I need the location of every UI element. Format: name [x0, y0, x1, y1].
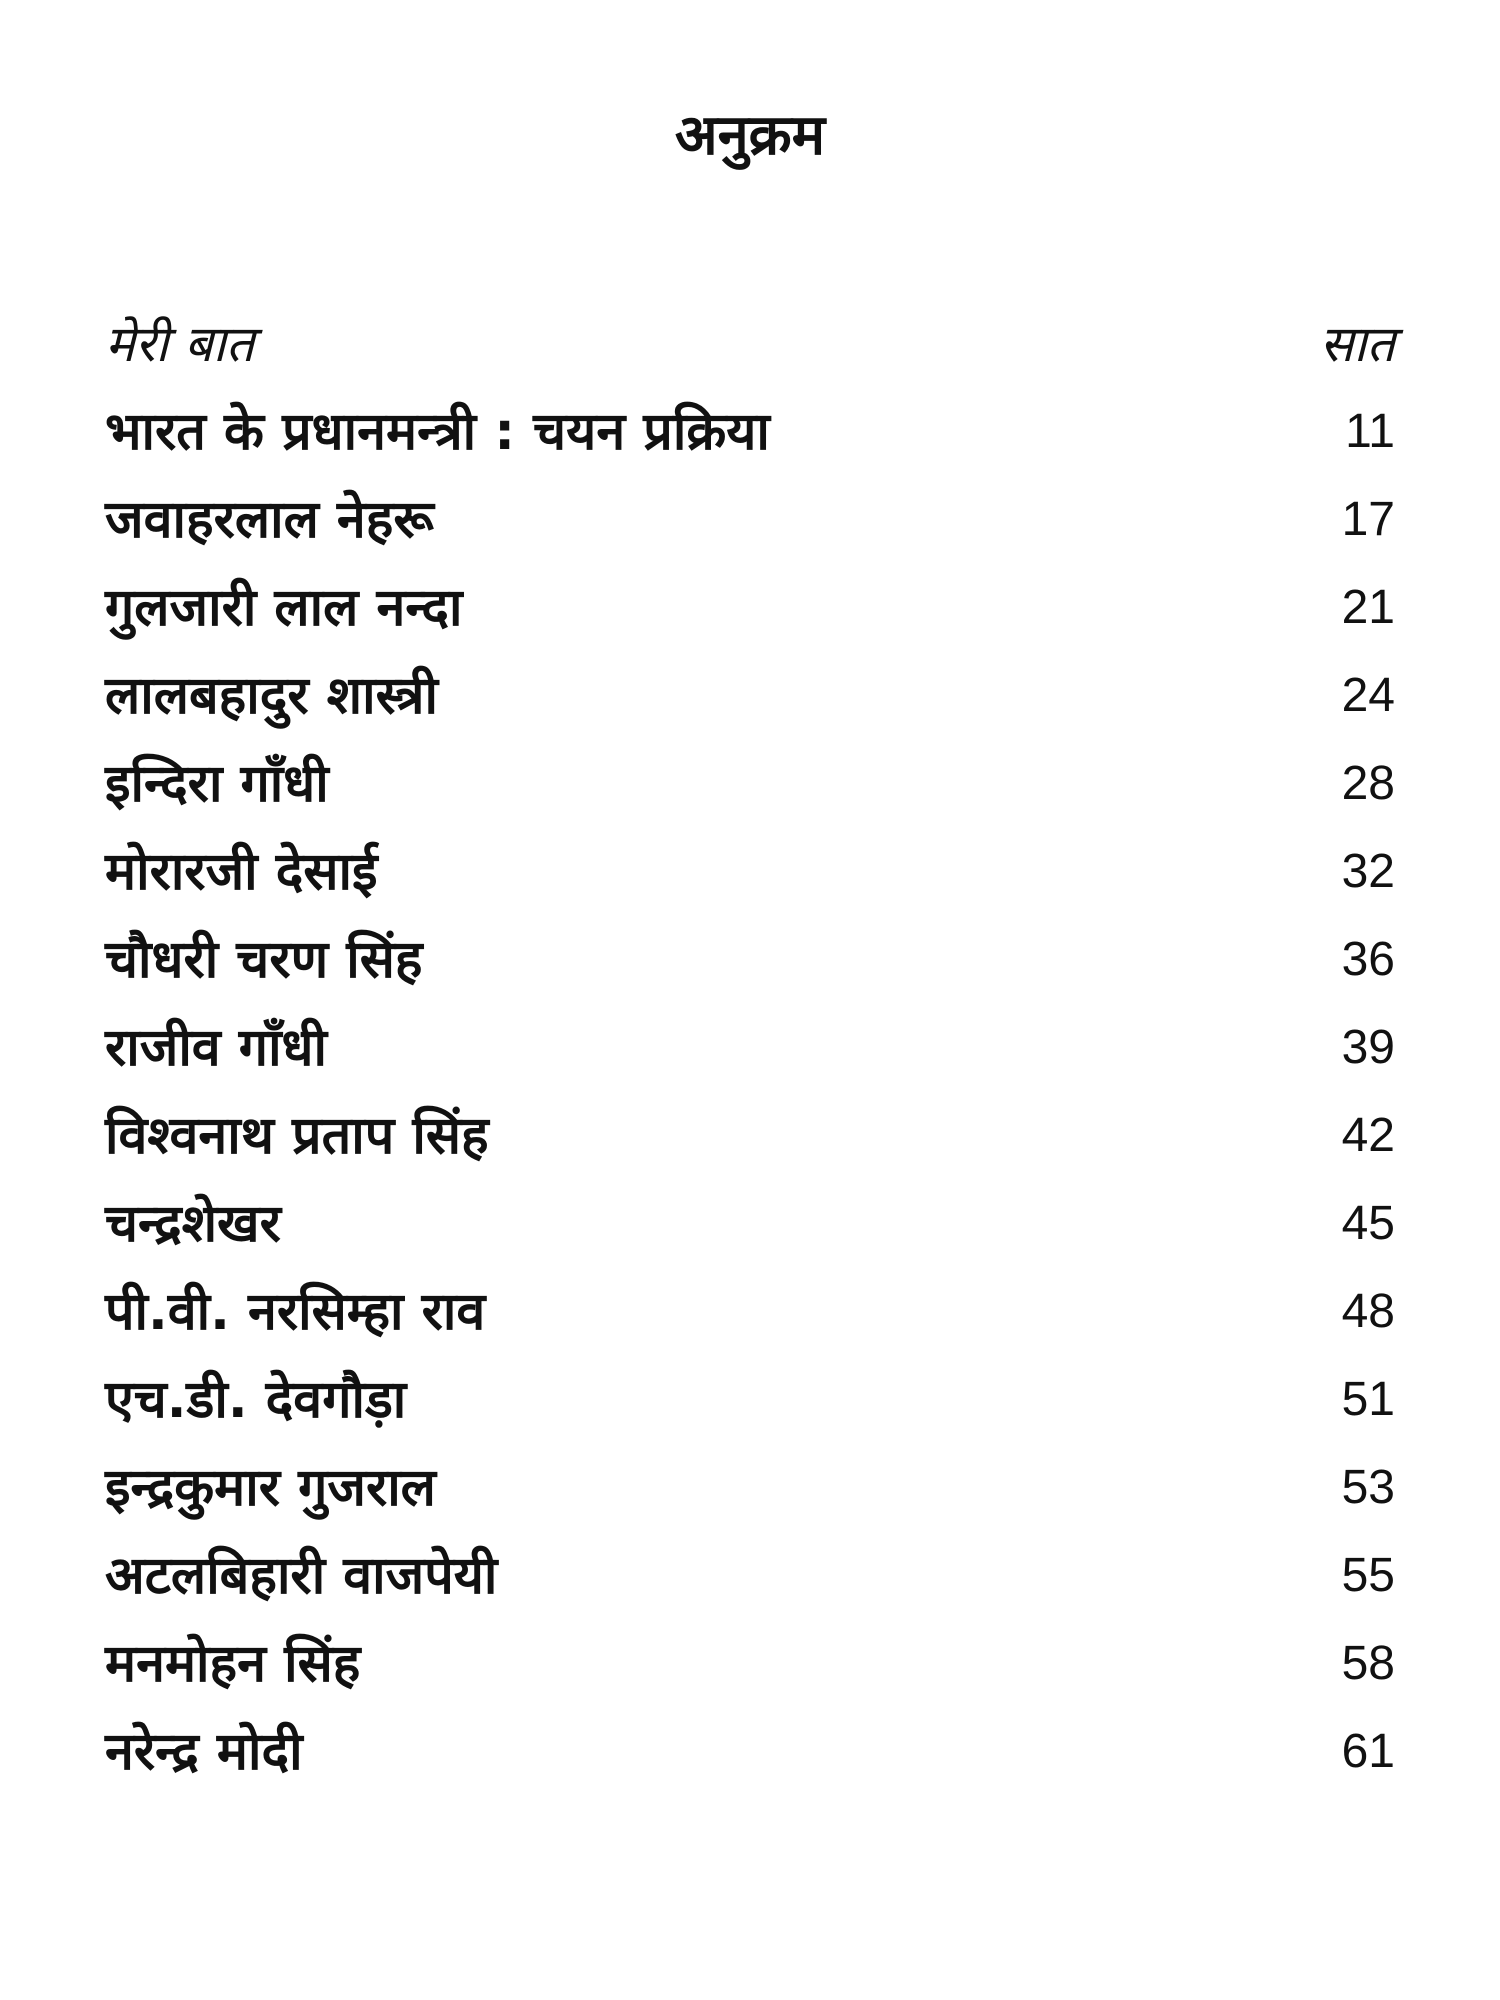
- toc-entry-title: मोरारजी देसाई: [105, 842, 378, 902]
- toc-entry: [105, 652, 1395, 740]
- toc-entry-title: जवाहरलाल नेहरू: [105, 490, 434, 550]
- toc-entry-page: 32: [1341, 845, 1395, 898]
- toc-entry-title: चौधरी चरण सिंह: [105, 930, 423, 990]
- toc-entry-page: 53: [1341, 1461, 1395, 1514]
- toc-entry-title: गुलजारी लाल नन्दा: [105, 578, 463, 638]
- toc-entry: [105, 1708, 1395, 1796]
- toc-entry: [105, 740, 1395, 828]
- toc-entry: [105, 1268, 1395, 1356]
- toc-entry-title: एच.डी. देवगौड़ा: [105, 1370, 407, 1430]
- toc-entry-title: विश्वनाथ प्रताप सिंह: [105, 1106, 489, 1166]
- toc-entry-title: राजीव गाँधी: [105, 1018, 327, 1078]
- toc-entry-page: 24: [1341, 669, 1395, 722]
- toc-entry: [105, 1092, 1395, 1180]
- toc-entry-title: पी.वी. नरसिम्हा राव: [105, 1282, 486, 1342]
- toc-entry: [105, 1180, 1395, 1268]
- toc-entry-title: इन्दिरा गाँधी: [105, 754, 329, 814]
- toc-entry: [105, 1532, 1395, 1620]
- toc-entry-page: 55: [1341, 1549, 1395, 1602]
- toc-entry-page: 58: [1341, 1637, 1395, 1690]
- toc-entry-page: 11: [1345, 405, 1395, 458]
- toc-entry-page: 28: [1341, 757, 1395, 810]
- toc-entry-page: 61: [1341, 1725, 1395, 1778]
- toc-entry-title: नरेन्द्र मोदी: [105, 1722, 303, 1782]
- toc-entry-title: मेरी बात: [105, 315, 255, 373]
- toc-entry: [105, 1356, 1395, 1444]
- toc-entry-title: लालबहादुर शास्त्री: [105, 666, 438, 726]
- toc-entry-page: 48: [1341, 1285, 1395, 1338]
- toc-entry-page: सात: [1319, 316, 1395, 372]
- toc-entry-page: 17: [1341, 493, 1395, 546]
- toc-entry-page: 45: [1341, 1197, 1395, 1250]
- toc-entry-title: मनमोहन सिंह: [105, 1634, 361, 1694]
- toc-entry: [105, 476, 1395, 564]
- toc-entry-page: 36: [1341, 933, 1395, 986]
- toc-entry-preface: [105, 300, 1395, 388]
- toc-entry: [105, 564, 1395, 652]
- page-title: अनुक्रम: [674, 103, 826, 168]
- toc-entry: [105, 1620, 1395, 1708]
- toc-entry: [105, 1444, 1395, 1532]
- table-of-contents: [105, 300, 1395, 1796]
- toc-entry: [105, 1004, 1395, 1092]
- toc-entry-page: 39: [1341, 1021, 1395, 1074]
- toc-entry: [105, 916, 1395, 1004]
- toc-entry: [105, 388, 1395, 476]
- toc-entry-title: चन्द्रशेखर: [105, 1194, 281, 1254]
- toc-entry: [105, 828, 1395, 916]
- toc-entry-title: इन्द्रकुमार गुजराल: [105, 1458, 436, 1518]
- toc-entry-title: अटलबिहारी वाजपेयी: [105, 1546, 498, 1606]
- toc-entry-page: 51: [1341, 1373, 1395, 1426]
- toc-entry-title: भारत के प्रधानमन्त्री : चयन प्रक्रिया: [105, 402, 770, 462]
- toc-entry-page: 42: [1341, 1109, 1395, 1162]
- toc-entry-page: 21: [1341, 581, 1395, 634]
